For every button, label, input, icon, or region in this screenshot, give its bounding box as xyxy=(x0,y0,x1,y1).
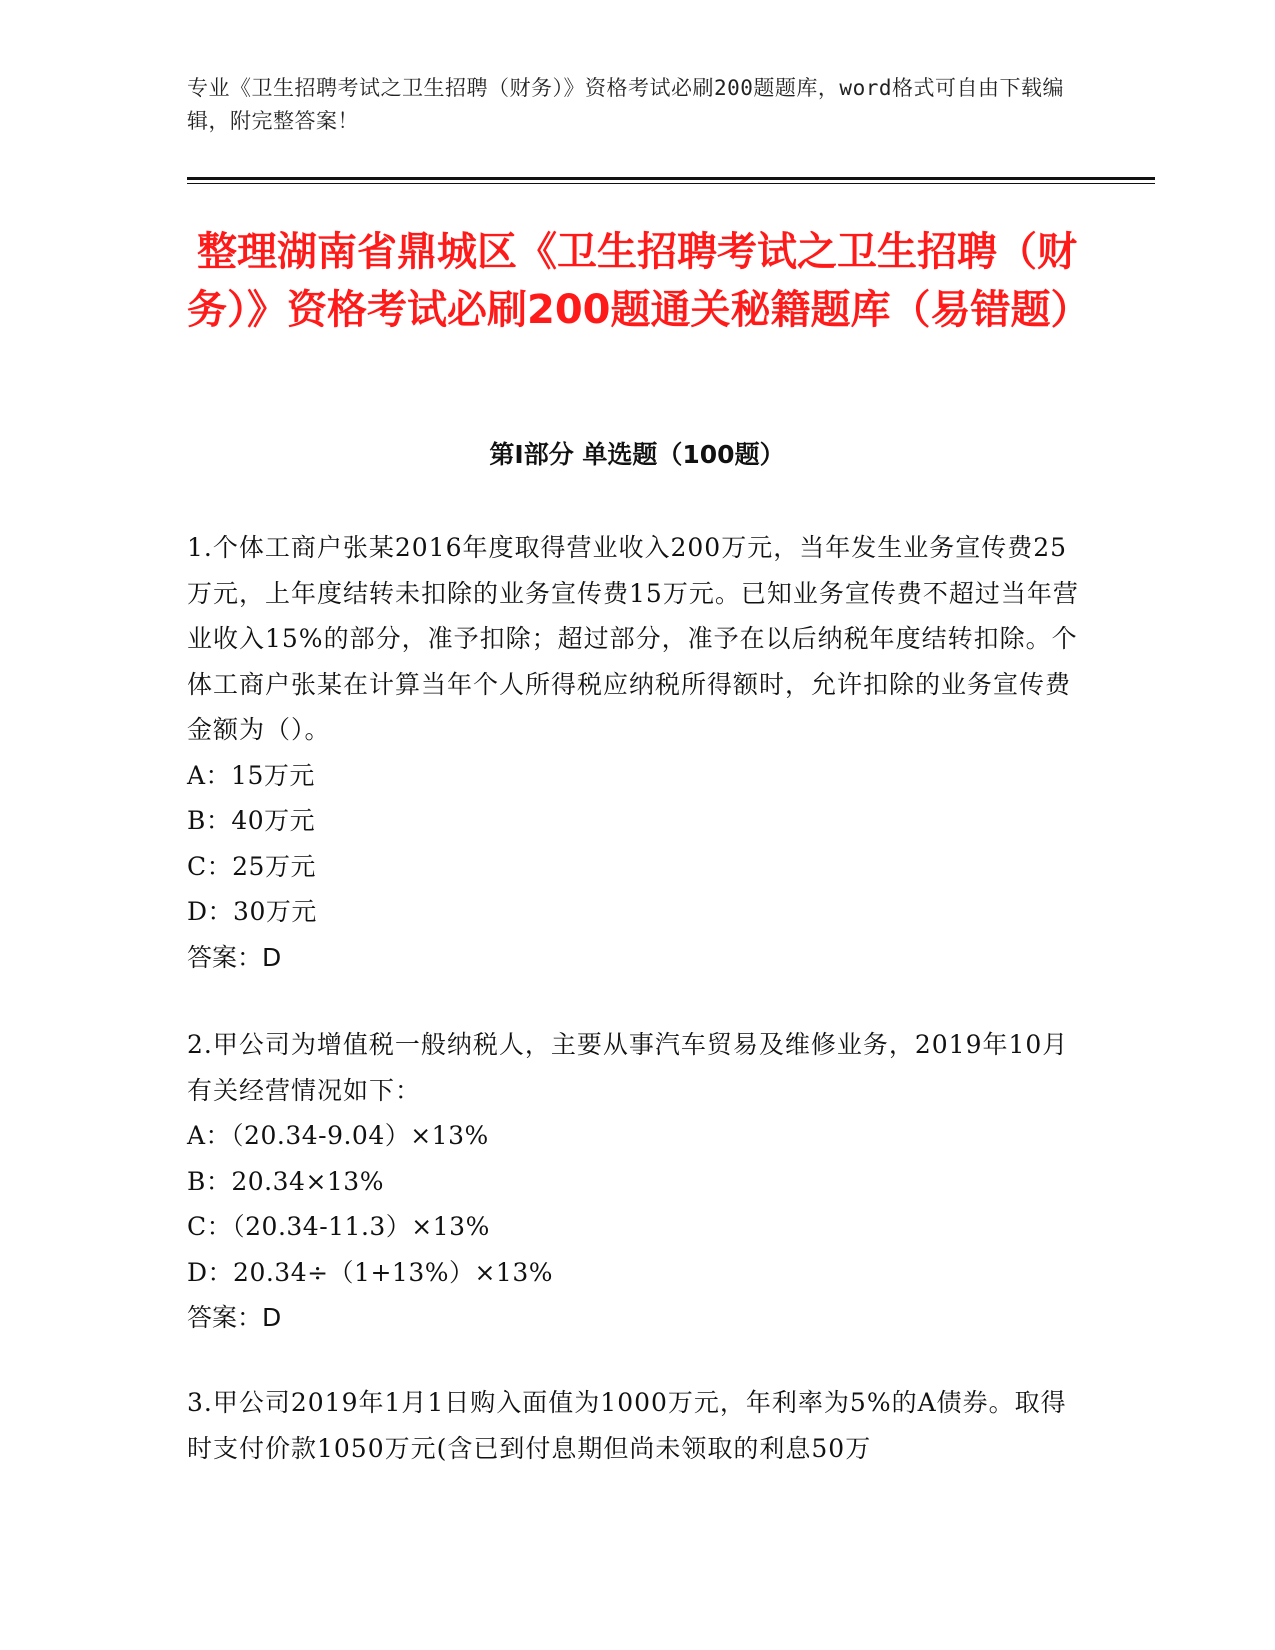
answer: 答案：D xyxy=(187,1303,282,1332)
header-rule-thin xyxy=(187,183,1155,184)
question-2 xyxy=(187,1022,1087,1341)
option-d: D：30万元 xyxy=(187,897,317,926)
option-d: D：20.34÷（1+13%）×13% xyxy=(187,1257,553,1287)
document-title: 整理湖南省鼎城区《卫生招聘考试之卫生招聘（财务）》资格考试必刷200题通关秘籍题库（易错题） xyxy=(187,229,1091,333)
section-title: 第Ⅰ部分 单选题（100题） xyxy=(489,440,785,469)
option-a: A：15万元 xyxy=(187,760,315,790)
option-c: C：（20.34-11.3）×13% xyxy=(187,1212,490,1241)
question-3 xyxy=(187,1380,1087,1471)
header-rule-thick xyxy=(187,177,1155,180)
question-stem: 1.个体工商户张某2016年度取得营业收入200万元，当年发生业务宣传费25万元，上年度结转未扣除的业务宣传费15万元。已知业务宣传费不超过当年营业收入15%的部分，准予扣除；超过部分，准予在以后纳税年度结转扣除。个体工商户张某在计算当年个人所得税应纳税所得额时，允许扣除的业务宣传费金额为（）。 xyxy=(187,533,1079,744)
header-note: 专业《卫生招聘考试之卫生招聘（财务）》资格考试必刷200题题库，word格式可自由下载编辑，附完整答案！ xyxy=(187,76,1064,133)
option-a: A：（20.34-9.04）×13% xyxy=(187,1121,489,1150)
question-stem: 2.甲公司为增值税一般纳税人，主要从事汽车贸易及维修业务，2019年10月有关经营情况如下： xyxy=(187,1030,1069,1105)
option-b: B：20.34×13% xyxy=(187,1166,384,1196)
question-stem: 3.甲公司2019年1月1日购入面值为1000万元，年利率为5%的A债券。取得时支付价款1050万元(含已到付息期但尚未领取的利息50万 xyxy=(187,1388,1067,1463)
option-c: C：25万元 xyxy=(187,851,316,881)
option-b: B：40万元 xyxy=(187,806,316,835)
answer: 答案：D xyxy=(187,942,282,972)
question-1 xyxy=(187,525,1087,980)
